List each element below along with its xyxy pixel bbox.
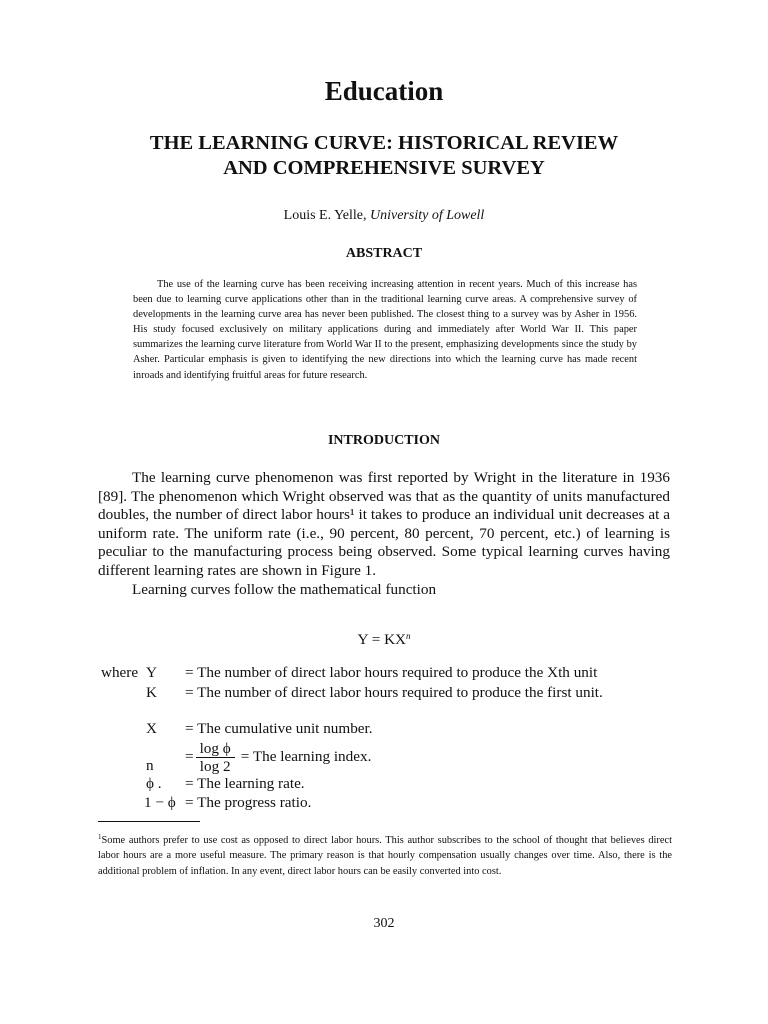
- definition-symbol: n: [146, 757, 154, 774]
- definition-text: = The cumulative unit number.: [185, 720, 373, 737]
- equation-exponent: n: [406, 631, 411, 641]
- article-title: [0, 131, 768, 181]
- introduction-paragraph-2: Learning curves follow the mathematical function: [132, 580, 437, 598]
- page-number: 302: [373, 916, 395, 931]
- definition-equals: =: [185, 747, 194, 765]
- article-title-line-2: AND COMPREHENSIVE SURVEY: [223, 157, 545, 179]
- equation-base: Y = KX: [357, 631, 406, 648]
- definition-text: = The progress ratio.: [185, 794, 312, 811]
- definition-symbol: Y: [146, 664, 157, 681]
- definition-symbol: X: [146, 720, 157, 737]
- introduction-heading: INTRODUCTION: [327, 433, 440, 448]
- abstract-text: The use of the learning curve has been receiving increasing attention in recent years. Much of this increase has been due to learning curve applications other than in the traditional learning curve areas. A comprehensive survey of developments in the learning curve area has never been published. The closest thing to a survey was by Asher in 1956. His study focused exclusively on military applications during and immediately after World War II. This paper summarizes the learning curve literature from World War II to the present, emphasizing developments since the study by Asher. Particular emphasis is given to identifying the new directions into which the learning curve has made recent inroads and identifying fruitful areas for future research.: [133, 279, 637, 381]
- article-title-line-1: THE LEARNING CURVE: HISTORICAL REVIEW: [149, 132, 619, 154]
- where-label: where: [101, 664, 139, 681]
- abstract-heading: ABSTRACT: [345, 246, 423, 261]
- author-affiliation: University of Lowell: [370, 208, 485, 223]
- definition-text: = The number of direct labor hours required to produce the first unit.: [185, 684, 603, 701]
- definition-symbol: ϕ .: [146, 775, 162, 792]
- footnote-marker: 1: [98, 833, 102, 841]
- definition-symbol: 1 − ϕ: [144, 794, 176, 811]
- author-name: Louis E. Yelle,: [283, 208, 367, 223]
- definition-fraction-text: [185, 740, 672, 775]
- introduction-paragraph-1: The learning curve phenomenon was first reported by Wright in the literature in 1936 [89]. The phenomenon which Wright observed was that as the quantity of units manufactured doubles, the number of direct labor hours¹ it takes to produce an individual unit decreases at a uniform rate. The uniform rate (i.e., 90 percent, 80 percent, 70 percent, etc.) of learning is peculiar to the manufacturing process being observed. Some typical learning curves having different learning rates are shown in Figure 1.: [98, 469, 670, 579]
- learning-index-fraction: [196, 740, 235, 775]
- footnote-divider: [98, 821, 200, 822]
- footnote-text: Some authors prefer to use cost as opposed to direct labor hours. This author subscribes to the school of thought that believes direct labor hours are a more useful measure. The primary reason is that hourly compensation usually changes over time. Also, there is the additional problem of inflation. In any event, direct labor hours can be easily converted into cost.: [98, 835, 672, 877]
- fraction-numerator: log ϕ: [196, 740, 235, 758]
- definition-text: = The number of direct labor hours required to produce the Xth unit: [185, 664, 598, 681]
- byline: [0, 208, 768, 224]
- fraction-denominator: log 2: [199, 758, 231, 775]
- definition-text: = The learning rate.: [185, 775, 305, 792]
- definition-symbol: K: [146, 684, 157, 701]
- footnote: [98, 830, 672, 879]
- learning-curve-equation: [0, 631, 768, 649]
- definition-text: = The learning index.: [240, 747, 372, 765]
- section-heading: Education: [324, 76, 444, 106]
- abstract-block: [133, 277, 637, 383]
- introduction-body: [98, 469, 670, 599]
